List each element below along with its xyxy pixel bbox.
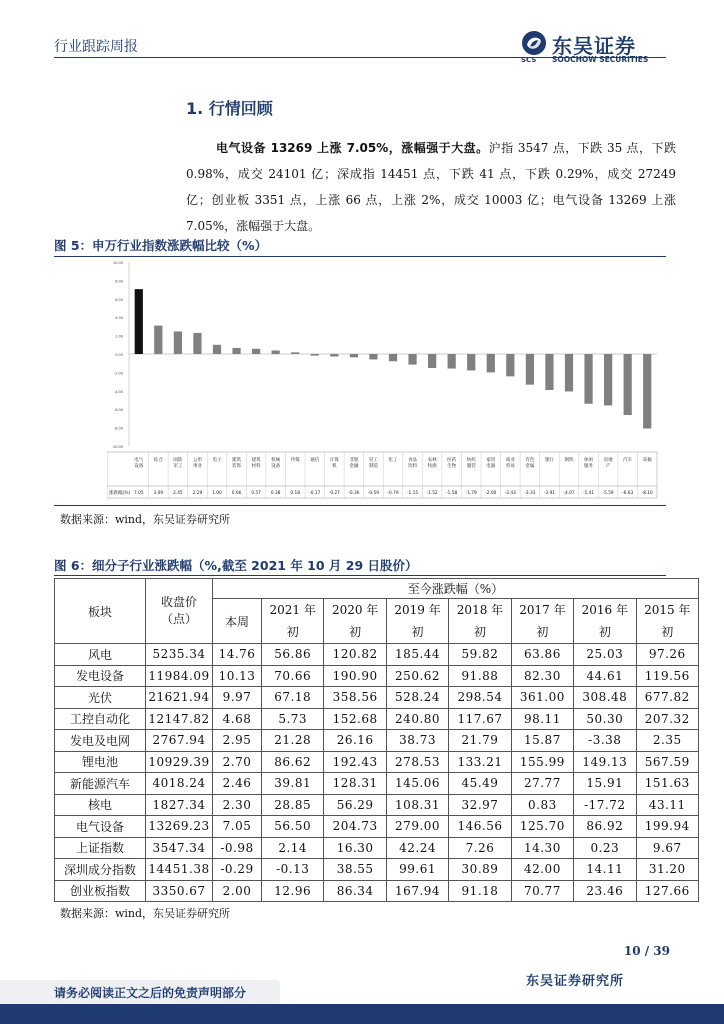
y-tick-label: 0.00 [115, 353, 123, 357]
value-label: -0.59 [367, 491, 380, 496]
value-cell: 2.35 [636, 730, 698, 752]
value-label: 3.09 [153, 491, 164, 496]
value-cell: 7.26 [449, 837, 511, 859]
bar [584, 354, 592, 404]
value-cell: 42.00 [511, 859, 573, 881]
bar [311, 354, 319, 356]
logo-english-name: SOOCHOW SECURITIES [552, 55, 649, 64]
value-cell: -3.38 [574, 730, 636, 752]
header-report-type: 行业跟踪周报 [54, 39, 138, 55]
sector-name-cell: 发电设备 [55, 665, 146, 687]
y-tick-label: -6.00 [113, 408, 123, 413]
value-cell: 26.16 [324, 730, 386, 752]
y-tick-label: -10.00 [111, 445, 123, 449]
value-cell: 0.23 [574, 837, 636, 859]
category-label: 采掘 [642, 458, 652, 463]
value-label: -1.58 [446, 491, 458, 496]
header-sector: 板块 [55, 579, 146, 644]
category-label: 机械设备 [271, 458, 281, 469]
value-cell: 14.30 [511, 837, 573, 859]
value-cell: 152.68 [324, 708, 386, 730]
value-cell: 10.13 [213, 665, 262, 687]
value-label: 0.57 [251, 491, 261, 496]
value-cell: 567.59 [636, 751, 698, 773]
table-row [55, 751, 699, 773]
bar [389, 354, 397, 361]
category-label: 化工 [388, 458, 398, 463]
header-year-suffix: 初 [536, 625, 549, 639]
value-label: -1.52 [426, 491, 438, 496]
bar [565, 354, 573, 391]
paragraph-bold-lead: 电气设备 13269 上涨 7.05%，涨幅强于大盘。 [216, 141, 489, 155]
value-cell: 3350.67 [146, 880, 213, 902]
value-cell: 677.82 [636, 687, 698, 709]
header-change-group: 至今涨跌幅（%） [213, 579, 699, 599]
value-cell: 31.20 [636, 859, 698, 881]
bar [408, 354, 416, 365]
header-year-suffix: 初 [286, 625, 299, 639]
value-label: 7.05 [133, 491, 144, 496]
header-year-col [636, 599, 698, 644]
value-cell: 358.56 [324, 687, 386, 709]
category-label: 休闲服务 [584, 458, 594, 469]
value-cell: 9.67 [636, 837, 698, 859]
table-row [55, 859, 699, 881]
table-row [55, 773, 699, 795]
value-cell: 15.91 [574, 773, 636, 795]
logo-abbr: SCS [521, 56, 537, 64]
y-tick-label: -2.00 [113, 371, 123, 376]
header-close-price: 收盘价（点） [146, 579, 213, 644]
value-cell: 45.49 [449, 773, 511, 795]
value-cell: 278.53 [386, 751, 448, 773]
value-cell: 117.67 [449, 708, 511, 730]
value-cell: 149.13 [574, 751, 636, 773]
value-row-label: 涨跌幅(%) [109, 491, 131, 496]
value-cell: 108.31 [386, 794, 448, 816]
sector-name-cell: 锂电池 [55, 751, 146, 773]
value-cell: 43.11 [636, 794, 698, 816]
value-cell: 0.83 [511, 794, 573, 816]
value-cell: 151.63 [636, 773, 698, 795]
bar [506, 354, 514, 376]
value-cell: 99.61 [386, 859, 448, 881]
table-row [55, 816, 699, 838]
value-cell: 204.73 [324, 816, 386, 838]
value-cell: 21.28 [262, 730, 324, 752]
value-cell: 50.30 [574, 708, 636, 730]
bar [448, 354, 456, 369]
sector-name-cell: 创业板指数 [55, 880, 146, 902]
category-label: 钢铁 [564, 458, 574, 463]
category-label: 纺织服装 [466, 458, 476, 469]
bar [467, 354, 475, 370]
value-label: 0.66 [231, 491, 242, 496]
value-cell: 44.61 [574, 665, 636, 687]
bar [624, 354, 632, 415]
value-cell: 3547.34 [146, 837, 213, 859]
value-cell: 28.85 [262, 794, 324, 816]
value-label: -3.91 [543, 491, 556, 496]
value-cell: 207.32 [636, 708, 698, 730]
figure6-top-rule [54, 575, 666, 576]
section-title: 1. 行情回顾 [186, 99, 273, 118]
value-cell: 98.11 [511, 708, 573, 730]
value-cell: 9.97 [213, 687, 262, 709]
bar [604, 354, 612, 405]
value-cell: 15.87 [511, 730, 573, 752]
value-cell: 32.97 [449, 794, 511, 816]
header-year-label: 2021 年 [269, 603, 316, 617]
value-label: -1.15 [406, 491, 419, 496]
category-label: 传媒 [290, 458, 300, 463]
value-cell: 27.77 [511, 773, 573, 795]
category-label: 电气设备 [134, 458, 144, 469]
value-cell: 11984.09 [146, 665, 213, 687]
value-label: -0.79 [387, 491, 399, 496]
bar [272, 351, 280, 354]
bar [643, 354, 651, 429]
value-cell: 97.26 [636, 644, 698, 666]
value-cell: 12147.82 [146, 708, 213, 730]
category-label: 医药生物 [447, 458, 457, 469]
figure6-source: 数据来源：wind，东吴证券研究所 [60, 907, 231, 920]
value-cell: -0.29 [213, 859, 262, 881]
disclaimer-note: 请务必阅读正文之后的免责声明部分 [54, 986, 247, 1000]
value-label: -5.41 [582, 491, 595, 496]
bar [350, 354, 358, 357]
value-cell: 70.77 [511, 880, 573, 902]
value-cell: 2767.94 [146, 730, 213, 752]
footer-bar [0, 1004, 724, 1024]
value-cell: 13269.23 [146, 816, 213, 838]
value-cell: 279.00 [386, 816, 448, 838]
header-year-suffix: 初 [598, 625, 611, 639]
category-label: 国防军工 [173, 458, 183, 469]
header-year-suffix: 初 [661, 625, 674, 639]
market-review-paragraph [186, 135, 676, 239]
value-cell: 42.24 [386, 837, 448, 859]
value-label: -2.43 [504, 491, 516, 496]
bar [252, 349, 260, 354]
table-row [55, 644, 699, 666]
bar [232, 348, 240, 354]
bar [291, 352, 299, 354]
value-cell: 250.62 [386, 665, 448, 687]
logo-swirl-icon [521, 30, 547, 56]
category-label: 电子 [212, 458, 222, 463]
value-cell: 308.48 [574, 687, 636, 709]
sector-name-cell: 新能源汽车 [55, 773, 146, 795]
value-cell: -0.13 [262, 859, 324, 881]
category-label: 银行 [544, 458, 554, 463]
value-cell: 2.70 [213, 751, 262, 773]
bar [526, 354, 534, 385]
value-cell: 528.24 [386, 687, 448, 709]
value-cell: 145.06 [386, 773, 448, 795]
category-label: 通信 [310, 458, 320, 463]
category-label: 计算机 [329, 458, 339, 469]
value-cell: 56.50 [262, 816, 324, 838]
industry-change-bar-chart [107, 256, 662, 500]
value-cell: 5235.34 [146, 644, 213, 666]
figure5-bottom-rule [54, 505, 666, 506]
sector-name-cell: 发电及电网 [55, 730, 146, 752]
value-cell: 56.29 [324, 794, 386, 816]
value-cell: 86.34 [324, 880, 386, 902]
header-year-suffix: 初 [349, 625, 362, 639]
company-logo [521, 30, 671, 64]
value-cell: 38.73 [386, 730, 448, 752]
value-cell: 86.92 [574, 816, 636, 838]
sector-name-cell: 上证指数 [55, 837, 146, 859]
category-label: 家用电器 [486, 458, 496, 469]
value-cell: 39.81 [262, 773, 324, 795]
value-label: 0.18 [290, 491, 301, 496]
value-cell: 91.88 [449, 665, 511, 687]
value-cell: 12.96 [262, 880, 324, 902]
header-year-label: 2018 年 [456, 603, 504, 617]
header-year-label: 2020 年 [331, 603, 379, 617]
value-cell: 128.31 [324, 773, 386, 795]
value-cell: 2.46 [213, 773, 262, 795]
figure5-source: 数据来源：wind，东吴证券研究所 [60, 513, 231, 526]
value-cell: 21621.94 [146, 687, 213, 709]
value-label: -4.07 [563, 491, 575, 496]
value-label: 2.45 [173, 491, 183, 496]
header-year-label: 2015 年 [644, 603, 691, 617]
bar [135, 289, 143, 354]
subsector-performance-table [54, 578, 699, 902]
category-label: 轻工制造 [368, 458, 378, 469]
value-cell: 185.44 [386, 644, 448, 666]
category-label: 汽车 [623, 458, 633, 463]
value-cell: 133.21 [449, 751, 511, 773]
bar [369, 354, 377, 359]
paragraph-body: 沪指 3547 点，下跌 35 点，下跌 0.98%，成交 24101 亿；深成指 14451 点，下跌 41 点，下跌 0.29%，成交 27249 亿；创业板 3351 点，上涨 66 点，上涨 2%，成交 10003 亿；电气设备 13269 上涨 7.05%，涨幅强于大盘。 [186, 141, 676, 233]
category-label: 公用事业 [192, 458, 202, 469]
value-cell: 4018.24 [146, 773, 213, 795]
value-cell: 67.18 [262, 687, 324, 709]
header-year-label: 2016 年 [581, 603, 628, 617]
bar [487, 354, 495, 372]
value-cell: 146.56 [449, 816, 511, 838]
category-label: 综合 [153, 458, 163, 463]
footer-firm-name: 东吴证券研究所 [526, 974, 625, 989]
category-label: 非银金融 [349, 458, 359, 469]
y-tick-label: 10.00 [112, 261, 123, 265]
y-tick-label: 8.00 [115, 279, 123, 284]
table-row [55, 794, 699, 816]
value-cell: 4.68 [213, 708, 262, 730]
bar [330, 354, 338, 356]
header-year-col [262, 599, 324, 644]
sector-name-cell: 风电 [55, 644, 146, 666]
value-cell: 63.86 [511, 644, 573, 666]
value-label: -0.36 [348, 491, 360, 496]
value-cell: 199.94 [636, 816, 698, 838]
header-year-col [324, 599, 386, 644]
header-year-suffix: 初 [411, 625, 424, 639]
y-tick-label: -8.00 [113, 426, 123, 431]
value-cell: 10929.39 [146, 751, 213, 773]
category-label: 食品饮料 [408, 458, 418, 469]
header-year-col [574, 599, 636, 644]
value-cell: -17.72 [574, 794, 636, 816]
value-cell: 127.66 [636, 880, 698, 902]
header-year-label: 2019 年 [394, 603, 441, 617]
value-cell: 56.86 [262, 644, 324, 666]
value-label: -0.17 [309, 491, 321, 496]
sector-name-cell: 深圳成分指数 [55, 859, 146, 881]
value-cell: 91.18 [449, 880, 511, 902]
sector-name-cell: 工控自动化 [55, 708, 146, 730]
value-cell: 167.94 [386, 880, 448, 902]
value-cell: 2.30 [213, 794, 262, 816]
category-label: 农林牧渔 [427, 458, 437, 469]
value-label: -6.63 [622, 491, 634, 496]
value-cell: 21.79 [449, 730, 511, 752]
bar [174, 331, 182, 354]
value-cell: 240.80 [386, 708, 448, 730]
value-cell: 23.46 [574, 880, 636, 902]
value-cell: 70.66 [262, 665, 324, 687]
table-row [55, 665, 699, 687]
category-label: 建筑装饰 [232, 458, 242, 469]
value-cell: 59.82 [449, 644, 511, 666]
header-year-col [511, 599, 573, 644]
category-label: 房地产 [603, 458, 613, 469]
value-label: -0.27 [328, 491, 340, 496]
value-cell: 155.99 [511, 751, 573, 773]
header-year-col [386, 599, 448, 644]
value-cell: 2.95 [213, 730, 262, 752]
value-cell: 82.30 [511, 665, 573, 687]
value-cell: 1827.34 [146, 794, 213, 816]
value-label: -1.79 [465, 491, 477, 496]
value-cell: 192.43 [324, 751, 386, 773]
value-cell: 119.56 [636, 665, 698, 687]
value-cell: 190.90 [324, 665, 386, 687]
value-cell: 14.76 [213, 644, 262, 666]
y-tick-label: 2.00 [115, 334, 123, 339]
header-week: 本周 [213, 599, 262, 644]
sector-name-cell: 电气设备 [55, 816, 146, 838]
figure6-title: 图 6：细分子行业涨跌幅（%,截至 2021 年 10 月 29 日股价） [54, 558, 418, 573]
page-number: 10 / 39 [623, 944, 670, 958]
bar [213, 345, 221, 354]
table-row [55, 880, 699, 902]
value-cell: 120.82 [324, 644, 386, 666]
header-year-label: 2017 年 [519, 603, 566, 617]
table-row [55, 687, 699, 709]
value-cell: 298.54 [449, 687, 511, 709]
bar [428, 354, 436, 368]
value-cell: 2.14 [262, 837, 324, 859]
value-cell: 86.62 [262, 751, 324, 773]
value-cell: 7.05 [213, 816, 262, 838]
category-label: 有色金属 [525, 458, 535, 469]
value-label: 1.00 [212, 491, 222, 496]
figure5-title: 图 5：申万行业指数涨跌幅比较（%） [54, 238, 268, 253]
value-cell: 38.55 [324, 859, 386, 881]
value-cell: 30.89 [449, 859, 511, 881]
value-label: -2.00 [485, 491, 497, 496]
value-cell: 5.73 [262, 708, 324, 730]
value-cell: 14451.38 [146, 859, 213, 881]
value-label: -5.59 [602, 491, 614, 496]
value-cell: 16.30 [324, 837, 386, 859]
table-row [55, 837, 699, 859]
sector-name-cell: 光伏 [55, 687, 146, 709]
table-row [55, 730, 699, 752]
header-year-suffix: 初 [473, 625, 486, 639]
logo-chinese-name: 东吴证券 [552, 34, 636, 58]
table-row [55, 708, 699, 730]
y-tick-label: 4.00 [115, 316, 123, 321]
value-cell: 2.00 [213, 880, 262, 902]
value-cell: 14.11 [574, 859, 636, 881]
value-cell: 125.70 [511, 816, 573, 838]
value-label: 0.38 [270, 491, 281, 496]
y-tick-label: 6.00 [115, 297, 123, 302]
sector-name-cell: 核电 [55, 794, 146, 816]
value-cell: 25.03 [574, 644, 636, 666]
value-cell: 361.00 [511, 687, 573, 709]
value-label: -8.10 [641, 491, 653, 496]
bar [154, 326, 162, 354]
value-cell: -0.98 [213, 837, 262, 859]
value-label: -3.33 [524, 491, 536, 496]
y-tick-label: -4.00 [113, 389, 123, 394]
category-label: 商业贸易 [505, 458, 515, 469]
header-year-col [449, 599, 511, 644]
bar [545, 354, 553, 390]
category-label: 建筑材料 [251, 458, 261, 469]
value-label: 2.29 [192, 491, 203, 496]
bar [193, 333, 201, 354]
